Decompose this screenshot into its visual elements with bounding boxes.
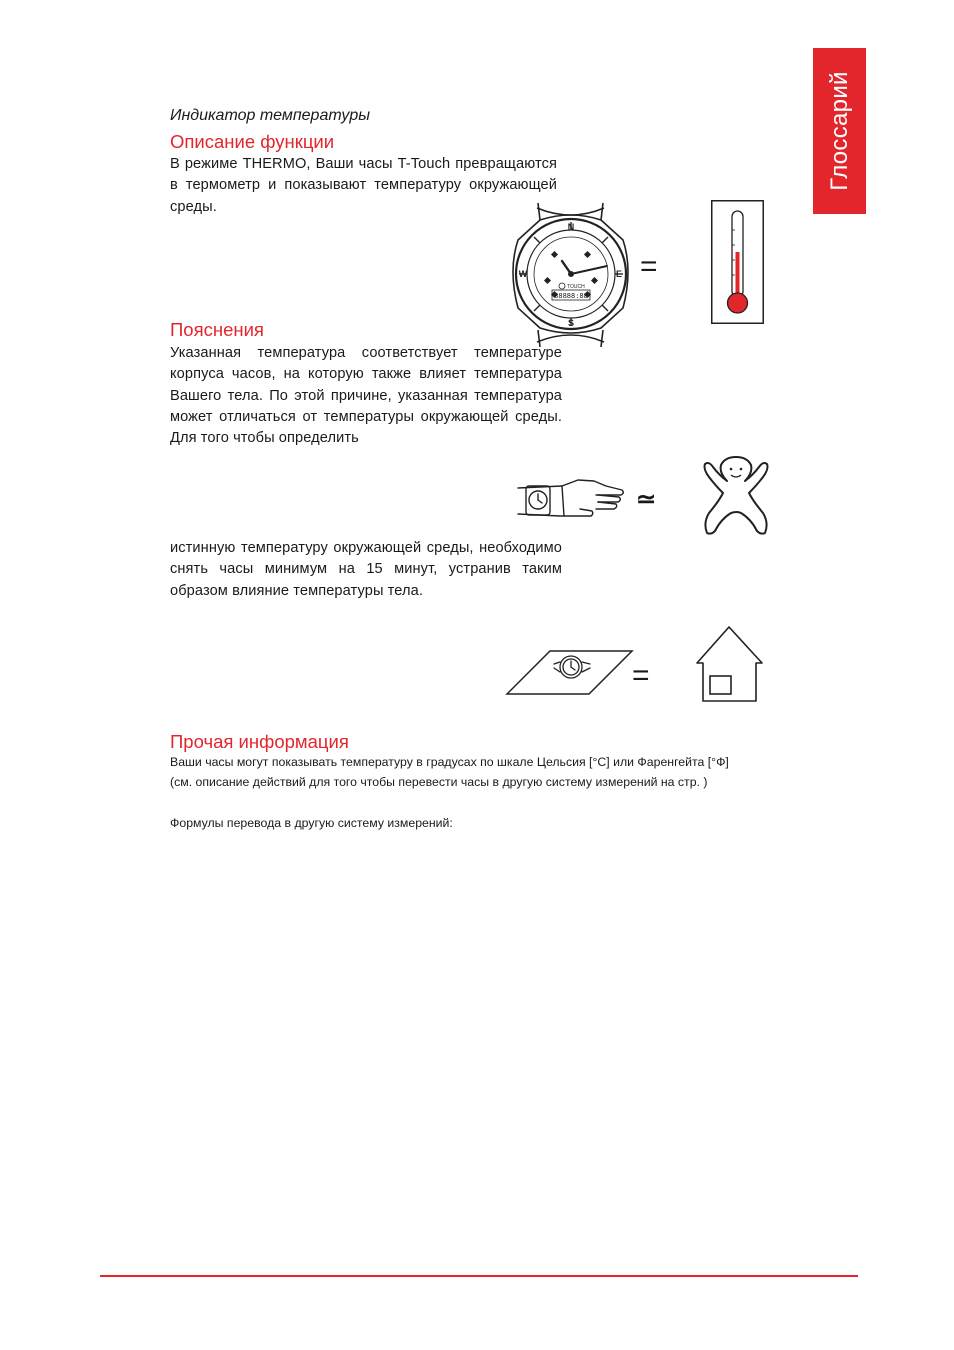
explanation-text-2: истинную температуру окружающей среды, необходимо снять часы минимум на 15 минут, устранив таким образом влияние температуры тела. — [170, 540, 562, 599]
page-subtitle: Индикатор температуры — [170, 107, 370, 124]
glossary-tab[interactable] — [813, 48, 866, 214]
house-icon — [695, 625, 764, 702]
function-text: В режиме THERMO, Ваши часы T-Touch превращаются в термометр и показывают температуру окружающей среды. — [170, 156, 557, 215]
watch-display: 88888:88 — [554, 292, 588, 300]
other-info-line-1: Ваши часы могут показывать температуру в градусах по шкале Цельсия [°C] или Фаренгейта [°Ф] — [170, 755, 729, 769]
equals-sign-2: = — [632, 659, 650, 692]
watch-illustration — [505, 200, 640, 350]
other-info-heading: Прочая информация — [170, 731, 349, 752]
compass-west: W — [518, 269, 528, 279]
approx-sign: ≃ — [636, 486, 657, 513]
explanation-text-1: Указанная температура соответствует температуре корпуса часов, на которую также влияет температура Вашего тела. По этой причине, указанная температура может отличаться от температуры окружающей среды. Для того чтобы определить — [170, 345, 562, 447]
compass-east: E — [615, 269, 623, 279]
conversion-formulas-label: Формулы перевода в другую систему измерений: — [170, 816, 453, 830]
other-info-line-2: (см. описание действий для того чтобы перевести часы в другую систему измерений на стр. ) — [170, 775, 708, 789]
person-icon — [697, 455, 775, 537]
thermometer-icon — [711, 200, 764, 324]
compass-north: N — [567, 222, 575, 232]
watch-brand: TOUCH — [567, 284, 585, 290]
footer-rule — [100, 1275, 858, 1277]
wrist-watch-illustration — [516, 478, 626, 523]
equals-sign: = — [640, 250, 658, 283]
compass-south: S — [567, 318, 575, 328]
function-heading: Описание функции — [170, 131, 335, 152]
explanation-heading: Пояснения — [170, 319, 264, 340]
glossary-tab-label: Глоссарий — [825, 71, 853, 191]
watch-on-table-illustration — [506, 650, 633, 695]
